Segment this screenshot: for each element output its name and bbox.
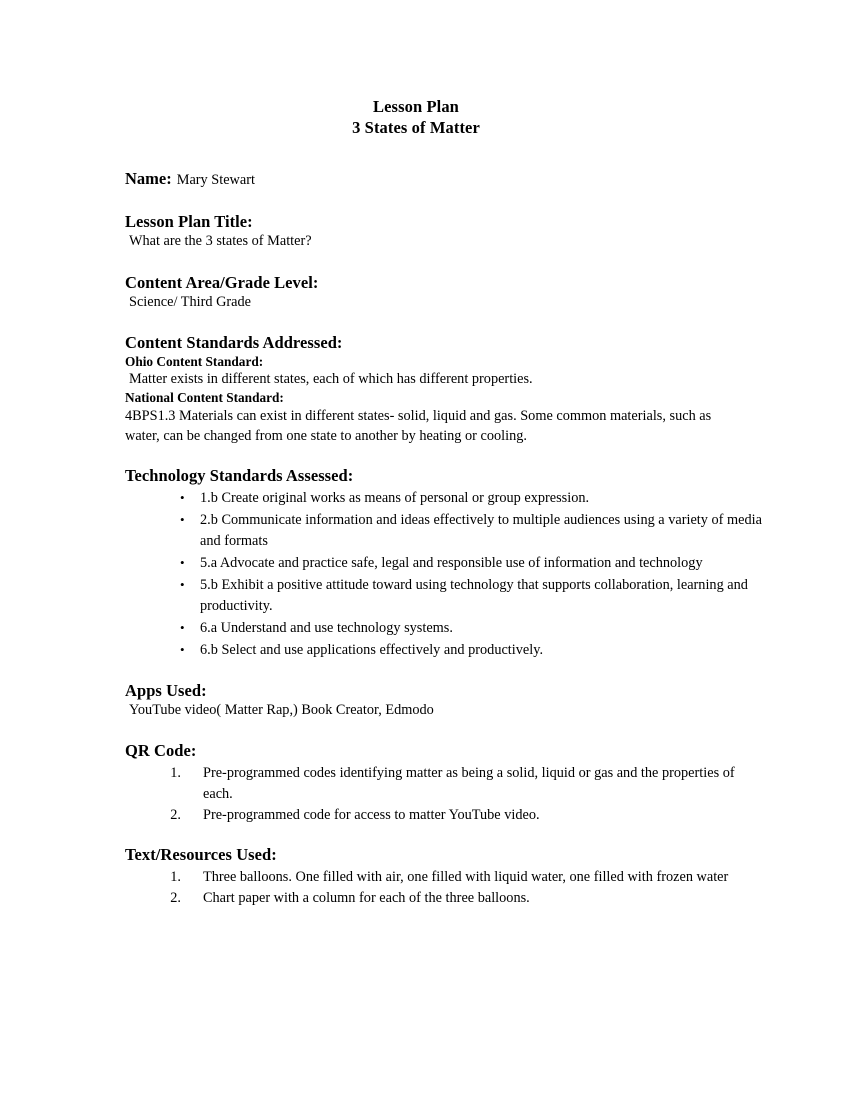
- lesson-plan-title-heading: Lesson Plan Title:: [125, 212, 253, 231]
- document-content: [125, 96, 762, 909]
- document-title-line-1: Lesson Plan: [373, 97, 459, 116]
- apps-used-text: YouTube video( Matter Rap,) Book Creator, Edmodo: [129, 701, 434, 718]
- document-title: [125, 96, 725, 138]
- text-resources-heading: Text/Resources Used:: [125, 845, 277, 864]
- list-item: Pre-programmed codes identifying matter as being a solid, liquid or gas and the properties of each.: [203, 765, 735, 802]
- technology-standards-heading: Technology Standards Assessed:: [125, 465, 354, 485]
- content-standards-heading: Content Standards Addressed:: [125, 333, 343, 352]
- name-row: [125, 169, 725, 190]
- apps-used-heading: Apps Used:: [125, 680, 207, 700]
- content-area-heading: Content Area/Grade Level:: [125, 272, 319, 292]
- list-item: Pre-programmed code for access to matter YouTube video.: [203, 807, 540, 823]
- list-item: • 1.b Create original works as means of personal or group expression.: [180, 488, 765, 509]
- ohio-content-standard-text: Matter exists in different states, each of which has different properties.: [129, 371, 533, 387]
- technology-standards-list: [125, 488, 780, 661]
- list-item: Three balloons. One filled with air, one filled with liquid water, one filled with frozen water: [203, 869, 729, 885]
- list-item: Chart paper with a column for each of the three balloons.: [203, 890, 530, 906]
- text-resources-list: [125, 867, 755, 909]
- qr-code-list: [125, 763, 755, 826]
- name-value: Mary Stewart: [176, 172, 255, 188]
- list-item: • 6.a Understand and use technology systems.: [180, 618, 765, 639]
- ohio-content-standard-heading: Ohio Content Standard:: [125, 354, 264, 369]
- content-area-text: Science/ Third Grade: [129, 293, 252, 310]
- qr-code-heading: QR Code:: [125, 741, 197, 760]
- lesson-plan-title-text: What are the 3 states of Matter?: [129, 233, 312, 249]
- national-content-standard-heading: National Content Standard:: [125, 389, 284, 405]
- list-item: • 5.b Exhibit a positive attitude toward using technology that supports collaboration, learning and productivity.: [180, 575, 765, 617]
- list-item: • 5.a Advocate and practice safe, legal and responsible use of information and technology: [180, 553, 765, 574]
- list-item: • 2.b Communicate information and ideas effectively to multiple audiences using a variety of media and formats: [180, 510, 765, 552]
- document-title-line-2: 3 States of Matter: [352, 118, 480, 137]
- name-label: Name:: [125, 169, 172, 188]
- list-item: • 6.b Select and use applications effectively and productively.: [180, 640, 765, 661]
- national-content-standard-text: 4BPS1.3 Materials can exist in different states- solid, liquid and gas. Some common materials, such as water, can be changed from one state to another by heating or cooling.: [125, 407, 712, 444]
